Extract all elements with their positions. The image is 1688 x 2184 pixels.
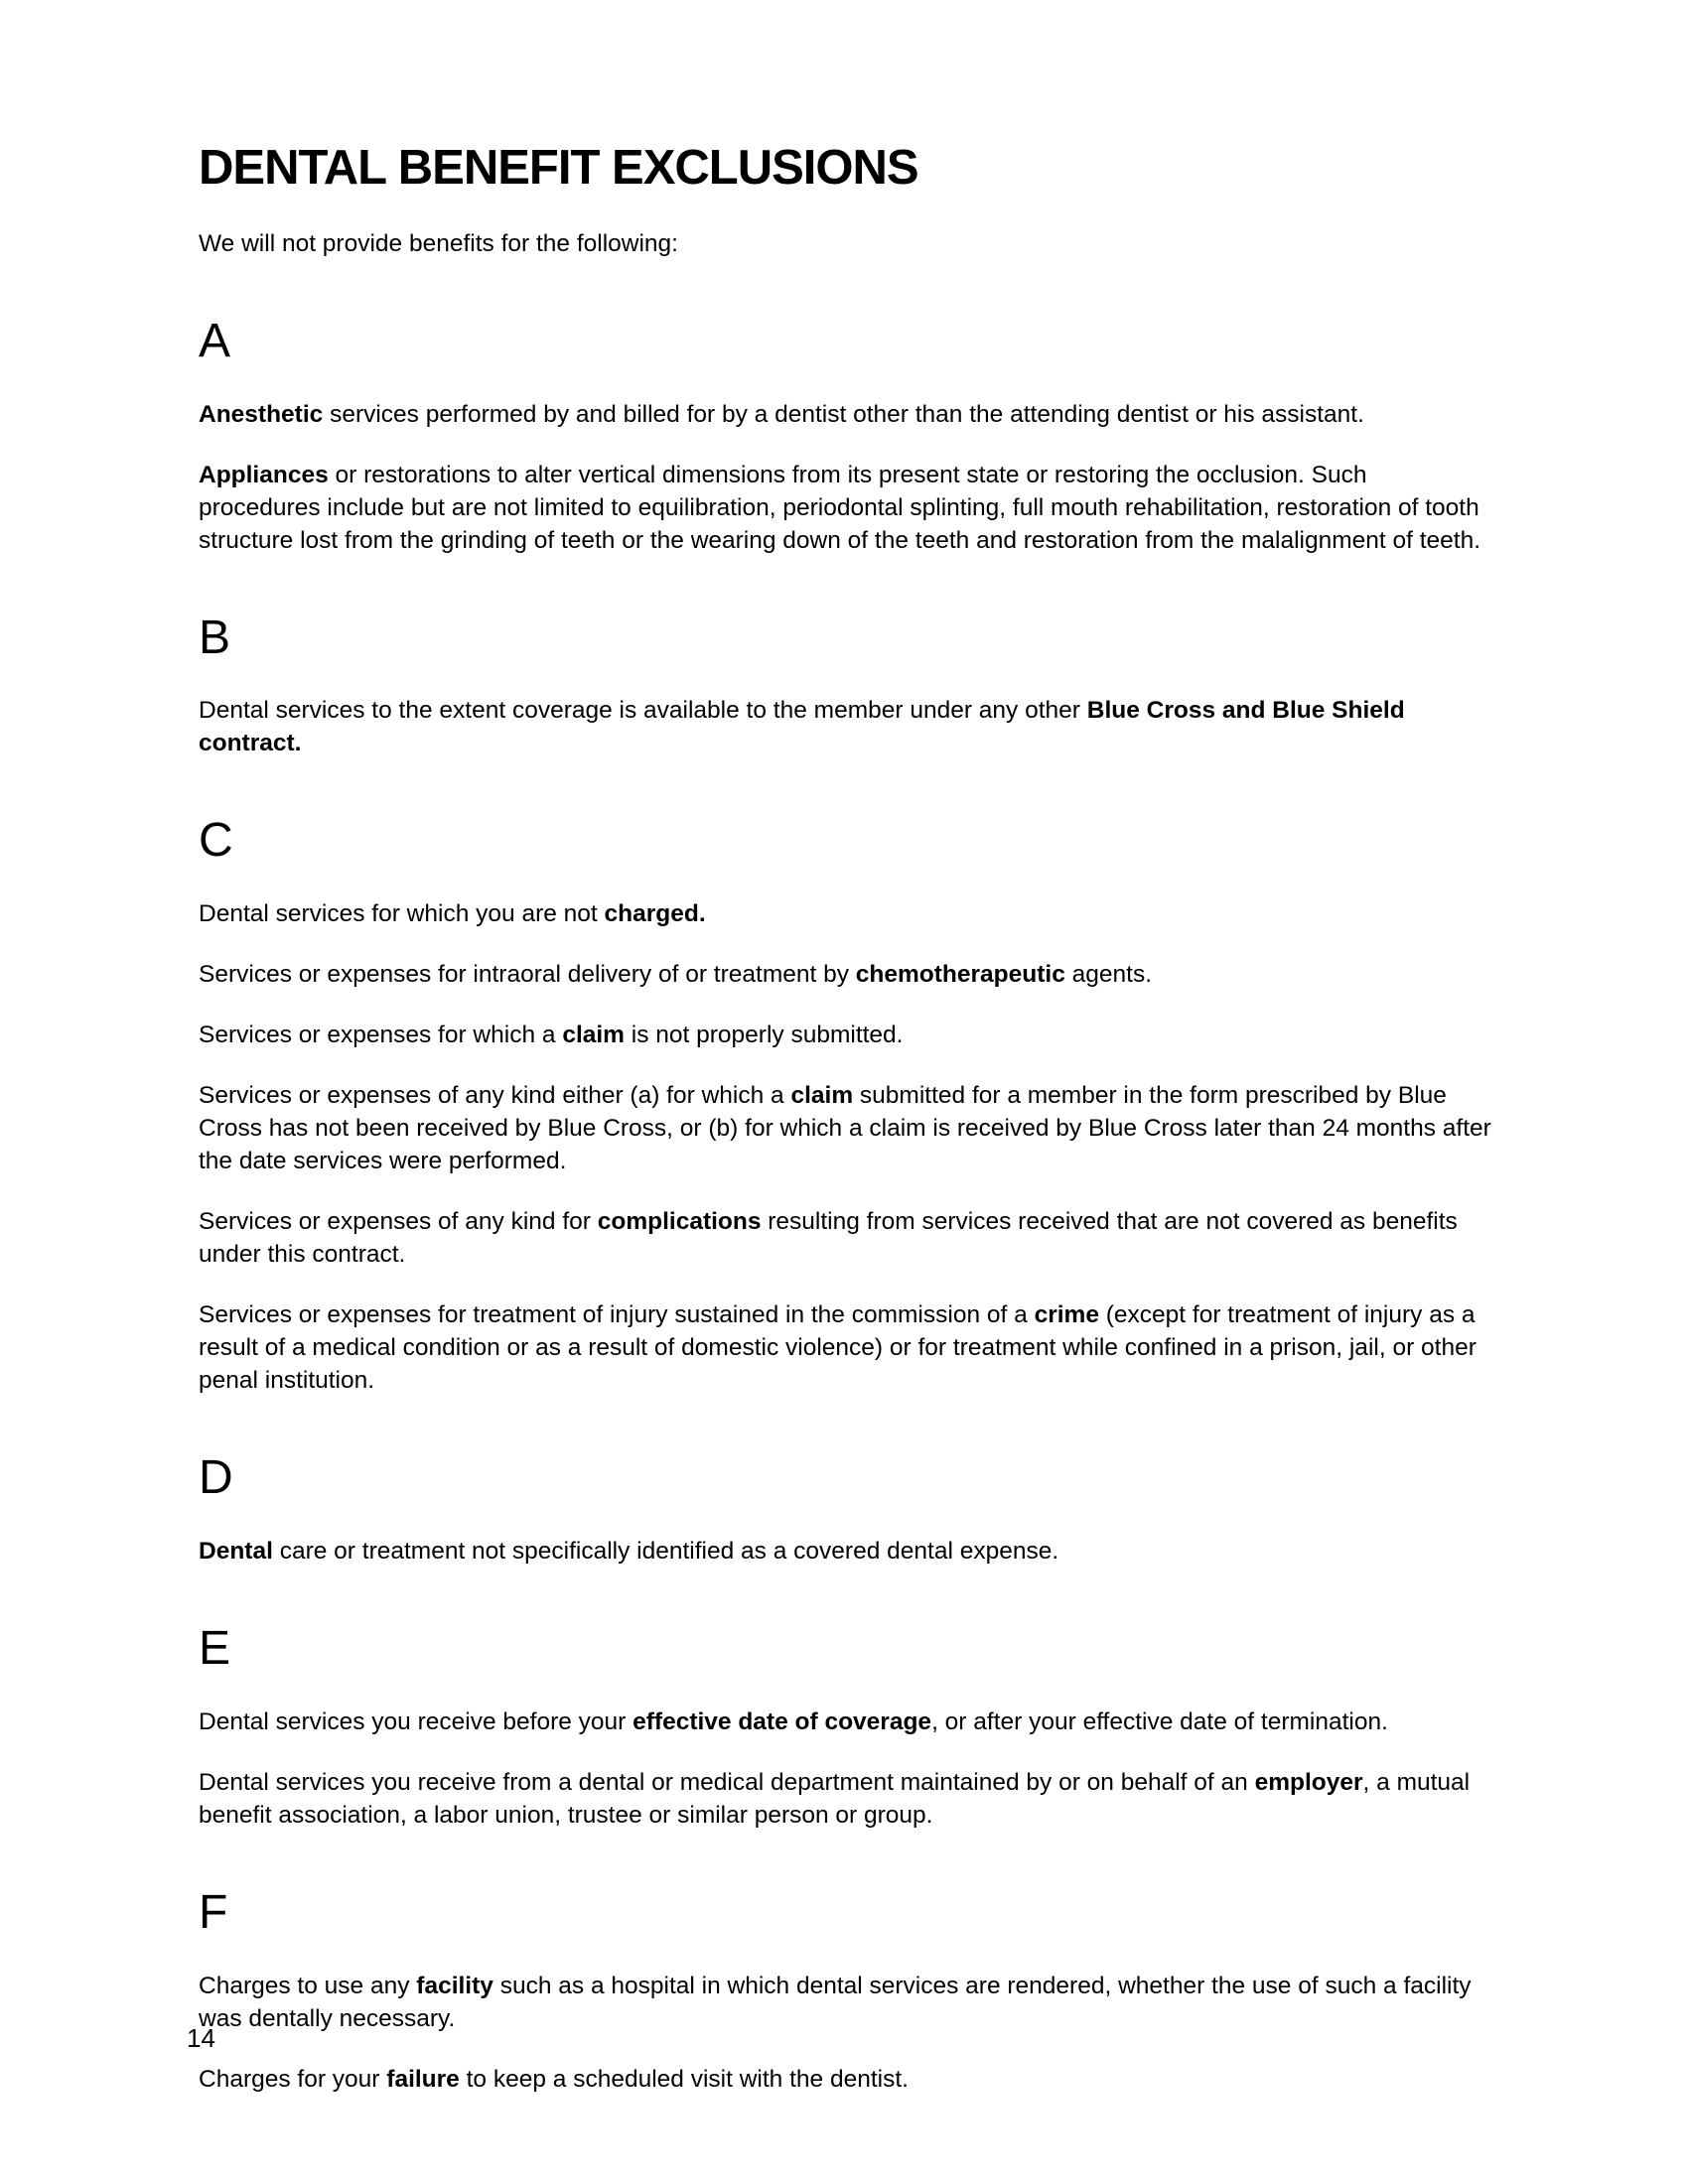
bold-text: Dental — [199, 1538, 273, 1566]
text: or restorations to alter vertical dimensions from its present state or restoring the occlusion. Such procedures include but are not limited to equilibration, periodontal splinting, full mouth rehabilitation, restoration of tooth structure lost from the grinding of teeth or the wearing down of the teeth and restoration from the malalignment of teeth. — [199, 461, 1481, 554]
paragraph — [199, 1766, 1494, 1832]
paragraph — [199, 459, 1494, 557]
paragraph — [199, 1205, 1494, 1271]
text: services performed by and billed for by a dentist other than the attending dentist or his assistant. — [323, 400, 1364, 428]
bold-text: crime — [1034, 1301, 1099, 1329]
bold-text: facility — [416, 1972, 493, 1999]
bold-text: failure — [386, 2065, 460, 2093]
bold-text: charged. — [604, 900, 706, 928]
bold-text: Appliances — [199, 461, 329, 488]
text: Dental services you receive from a dental or medical department maintained by or on behalf of an — [199, 1768, 1255, 1796]
page-title: DENTAL BENEFIT EXCLUSIONS — [199, 141, 918, 195]
text: Dental services for which you are not — [199, 900, 605, 928]
paragraph — [199, 1970, 1494, 2035]
text: Services or expenses for treatment of injury sustained in the commission of a — [199, 1301, 1035, 1329]
paragraph — [199, 1079, 1494, 1177]
bold-text: effective date of coverage — [633, 1707, 932, 1735]
bold-text: Blue Cross and Blue Shield contract. — [199, 697, 1405, 757]
paragraph — [199, 398, 1494, 431]
text: , a mutual benefit association, a labor union, trustee or similar person or group. — [199, 1768, 1471, 1829]
section-heading-c: C — [199, 814, 233, 868]
paragraph — [199, 2063, 1494, 2096]
text: is not properly submitted. — [624, 1022, 904, 1049]
text: Services or expenses of any kind for — [199, 1208, 598, 1236]
bold-text: claim — [790, 1082, 854, 1110]
sections-container — [199, 316, 1494, 2096]
bold-text: employer — [1254, 1768, 1363, 1796]
text: , or after your effective date of termination. — [931, 1707, 1388, 1735]
paragraph — [199, 958, 1494, 991]
text: Dental services you receive before your — [199, 1707, 633, 1735]
text: Charges for your — [199, 2065, 387, 2093]
bold-text: chemotherapeutic — [855, 961, 1065, 989]
paragraph — [199, 694, 1494, 759]
paragraph — [199, 1298, 1494, 1397]
paragraph — [199, 1706, 1494, 1738]
section-heading-b: B — [199, 611, 231, 664]
bold-text: Anesthetic — [199, 400, 324, 428]
text: Dental services to the extent coverage is available to the member under any other — [199, 697, 1087, 725]
text: care or treatment not specifically identified as a covered dental expense. — [272, 1538, 1059, 1566]
text: (except for treatment of injury as a result of a medical condition or as a result of domestic violence) or for treatment while confined in a prison, jail, or other penal institution. — [199, 1301, 1477, 1395]
text: submitted for a member in the form prescribed by Blue Cross has not been received by Blue Cross, or (b) for which a claim is received by Blue Cross later than 24 months after the date services were performed. — [199, 1082, 1491, 1175]
paragraph — [199, 1019, 1494, 1051]
text: such as a hospital in which dental services are rendered, whether the use of such a facility was dentally necessary. — [199, 1972, 1472, 2032]
page-number: 14 — [187, 2023, 215, 2053]
section-heading-d: D — [199, 1451, 233, 1505]
section-heading-e: E — [199, 1622, 231, 1676]
text: resulting from services received that are not covered as benefits under this contract. — [199, 1208, 1458, 1269]
text: Services or expenses of any kind either (a) for which a — [199, 1082, 791, 1110]
text: agents. — [1064, 961, 1153, 989]
section-heading-a: A — [199, 314, 231, 367]
text: to keep a scheduled visit with the dentist. — [459, 2065, 909, 2093]
intro-text: We will not provide benefits for the following: — [199, 229, 678, 257]
text: Services or expenses for intraoral delivery of or treatment by — [199, 961, 856, 989]
section-heading-f: F — [199, 1885, 228, 1939]
paragraph — [199, 897, 1494, 930]
bold-text: complications — [597, 1208, 762, 1236]
text: Services or expenses for which a — [199, 1022, 563, 1049]
bold-text: claim — [562, 1022, 625, 1049]
text: Charges to use any — [199, 1972, 417, 1999]
paragraph — [199, 1535, 1494, 1568]
